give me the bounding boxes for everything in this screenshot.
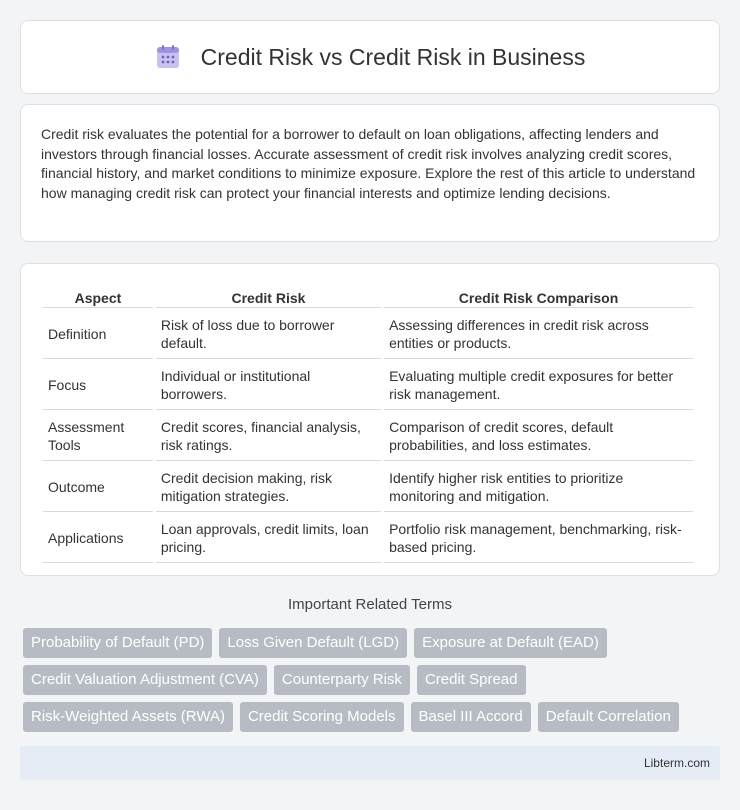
- comparison-table-card: [20, 263, 720, 576]
- cell-aspect: Definition: [43, 310, 153, 359]
- footer: [20, 746, 720, 780]
- tag-row: [23, 665, 723, 695]
- tag-basel-iii-accord[interactable]: Basel III Accord: [411, 702, 531, 732]
- tag-credit-spread[interactable]: Credit Spread: [417, 665, 526, 695]
- cell-credit-risk: Credit decision making, risk mitigation strategies.: [156, 463, 381, 512]
- tag-credit-valuation-adjustment[interactable]: Credit Valuation Adjustment (CVA): [23, 665, 267, 695]
- related-terms-title: Important Related Terms: [288, 596, 452, 613]
- footer-site-link[interactable]: Libterm.com: [643, 756, 710, 770]
- tag-risk-weighted-assets[interactable]: Risk-Weighted Assets (RWA): [23, 702, 233, 732]
- table-header-row: [43, 286, 693, 308]
- tag-loss-given-default[interactable]: Loss Given Default (LGD): [219, 628, 407, 658]
- tag-row: [23, 702, 723, 732]
- header-credit-risk: Credit Risk: [156, 286, 381, 308]
- header-aspect: Aspect: [43, 286, 153, 308]
- cell-comparison: Evaluating multiple credit exposures for better risk management.: [384, 361, 693, 410]
- cell-comparison: Identify higher risk entities to prioritize monitoring and mitigation.: [384, 463, 693, 512]
- cell-comparison: Portfolio risk management, benchmarking, risk-based pricing.: [384, 514, 693, 563]
- page-title: Credit Risk vs Credit Risk in Business: [200, 43, 586, 70]
- cell-aspect: Assessment Tools: [43, 412, 153, 461]
- cell-credit-risk: Individual or institutional borrowers.: [156, 361, 381, 410]
- cell-credit-risk: Credit scores, financial analysis, risk ratings.: [156, 412, 381, 461]
- cell-credit-risk: Risk of loss due to borrower default.: [156, 310, 381, 359]
- table-row: [43, 463, 693, 512]
- table-row: [43, 361, 693, 410]
- cell-aspect: Outcome: [43, 463, 153, 512]
- tag-probability-of-default[interactable]: Probability of Default (PD): [23, 628, 212, 658]
- intro-paragraph: Credit risk evaluates the potential for a borrower to default on loan obligations, affecting lenders and investors through financial losses. Accurate assessment of credit risk involves analyzing credit scores, financial history, and market conditions to minimize exposure. Explore the rest of this article to understand how managing credit risk can protect your financial interests and optimize lending decisions.: [41, 126, 696, 201]
- cell-aspect: Focus: [43, 361, 153, 410]
- table-row: [43, 412, 693, 461]
- calendar-grid-icon: [155, 44, 181, 70]
- tag-credit-scoring-models[interactable]: Credit Scoring Models: [240, 702, 404, 732]
- header-card: [20, 20, 720, 94]
- tag-exposure-at-default[interactable]: Exposure at Default (EAD): [414, 628, 607, 658]
- table-row: [43, 310, 693, 359]
- comparison-table: [40, 284, 696, 565]
- header-credit-risk-comparison: Credit Risk Comparison: [384, 286, 693, 308]
- cell-aspect: Applications: [43, 514, 153, 563]
- tag-row: [23, 628, 723, 658]
- table-row: [43, 514, 693, 563]
- cell-comparison: Assessing differences in credit risk across entities or products.: [384, 310, 693, 359]
- related-terms-tags: [23, 628, 723, 739]
- intro-card: [20, 104, 720, 242]
- tag-counterparty-risk[interactable]: Counterparty Risk: [274, 665, 410, 695]
- cell-comparison: Comparison of credit scores, default probabilities, and loss estimates.: [384, 412, 693, 461]
- tag-default-correlation[interactable]: Default Correlation: [538, 702, 679, 732]
- cell-credit-risk: Loan approvals, credit limits, loan pricing.: [156, 514, 381, 563]
